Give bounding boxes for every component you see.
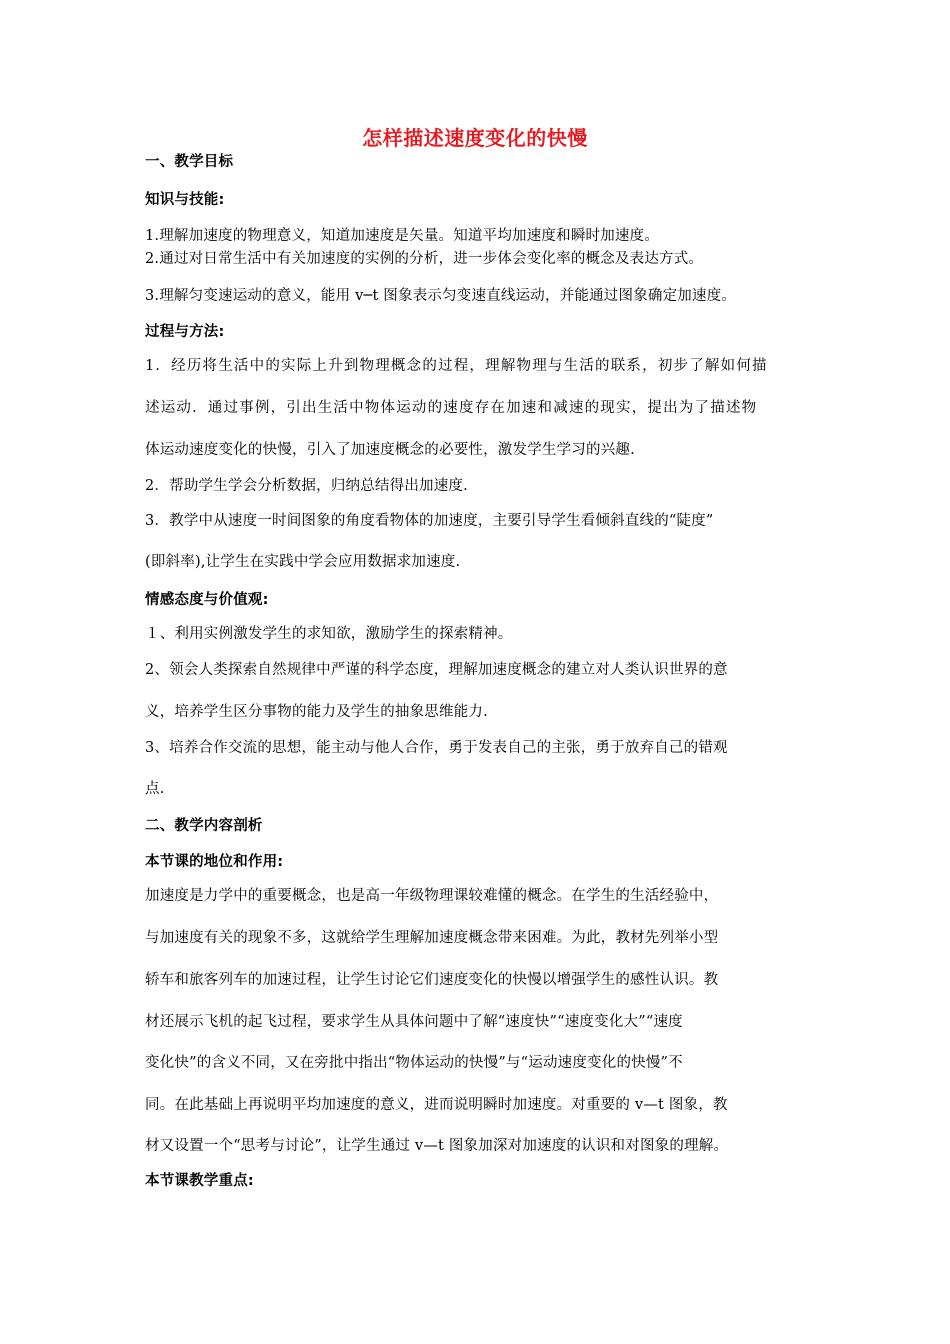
document-title: 怎样描述速度变化的快慢 (362, 126, 588, 150)
process-line-3: 体运动速度变化的快慢，引入了加速度概念的必要性，激发学生学习的兴趣. (145, 442, 635, 458)
role-line-5: 变化快”的含义不同，又在旁批中指出“物体运动的快慢”与“运动速度变化的快慢”不 (145, 1055, 683, 1071)
knowledge-item-2: 2.通过对日常生活中有关加速度的实例的分析，进一步体会变化率的概念及表达方式。 (145, 251, 704, 267)
process-line-2: 述运动．通过事例，引出生活中物体运动的速度存在加速和减速的现实，提出为了描述物 (145, 400, 758, 416)
section-heading-content-analysis: 二、教学内容剖析 (145, 818, 263, 834)
emotion-line-5: 点. (145, 781, 165, 797)
process-line-4: 2．帮助学生学会分析数据，归纳总结得出加速度. (145, 478, 468, 494)
subheading-lesson-role: 本节课的地位和作用: (145, 854, 284, 870)
subheading-key-points: 本节课教学重点: (145, 1173, 254, 1189)
subheading-process-methods: 过程与方法: (145, 324, 225, 340)
role-line-2: 与加速度有关的现象不多，这就给学生理解加速度概念带来困难。为此，教材先列举小型 (145, 930, 719, 946)
process-line-1: 1．经历将生活中的实际上升到物理概念的过程，理解物理与生活的联系，初步了解如何描 (145, 358, 768, 374)
section-heading-teaching-goals: 一、教学目标 (145, 154, 234, 170)
process-line-6: (即斜率),让学生在实践中学会应用数据求加速度. (145, 554, 461, 570)
emotion-line-3: 义，培养学生区分事物的能力及学生的抽象思维能力. (145, 704, 488, 720)
role-line-6: 同。在此基础上再说明平均加速度的意义，进而说明瞬时加速度。对重要的 v—t 图象，教 (145, 1097, 728, 1113)
emotion-line-2: 2、领会人类探索自然规律中严谨的科学态度，理解加速度概念的建立对人类认识世界的意 (145, 662, 728, 678)
emotion-line-1: １、利用实例激发学生的求知欲，激励学生的探索精神。 (145, 626, 513, 642)
subheading-knowledge-skills: 知识与技能: (145, 192, 225, 208)
role-line-4: 材还展示飞机的起飞过程，要求学生从具体问题中了解“速度快”“速度变化大”“速度 (145, 1014, 683, 1030)
role-line-1: 加速度是力学中的重要概念，也是高一年级物理课较难懂的概念。在学生的生活经验中， (145, 888, 719, 904)
emotion-line-4: 3、培养合作交流的思想，能主动与他人合作，勇于发表自己的主张，勇于放弃自己的错观 (145, 740, 728, 756)
knowledge-item-3: 3.理解匀变速运动的意义，能用 v─t 图象表示匀变速直线运动，并能通过图象确定加速度。 (145, 288, 737, 304)
subheading-emotion-values: 情感态度与价值观: (145, 592, 269, 608)
knowledge-item-1: 1.理解加速度的物理意义，知道加速度是矢量。知道平均加速度和瞬时加速度。 (145, 228, 660, 244)
role-line-3: 轿车和旅客列车的加速过程，让学生讨论它们速度变化的快慢以增强学生的感性认识。教 (145, 972, 719, 988)
process-line-5: 3．教学中从速度一时间图象的角度看物体的加速度，主要引导学生看倾斜直线的“陡度” (145, 513, 714, 529)
role-line-7: 材又设置一个“思考与讨论”，让学生通过 v—t 图象加深对加速度的认识和对图象的理解。 (145, 1138, 729, 1154)
